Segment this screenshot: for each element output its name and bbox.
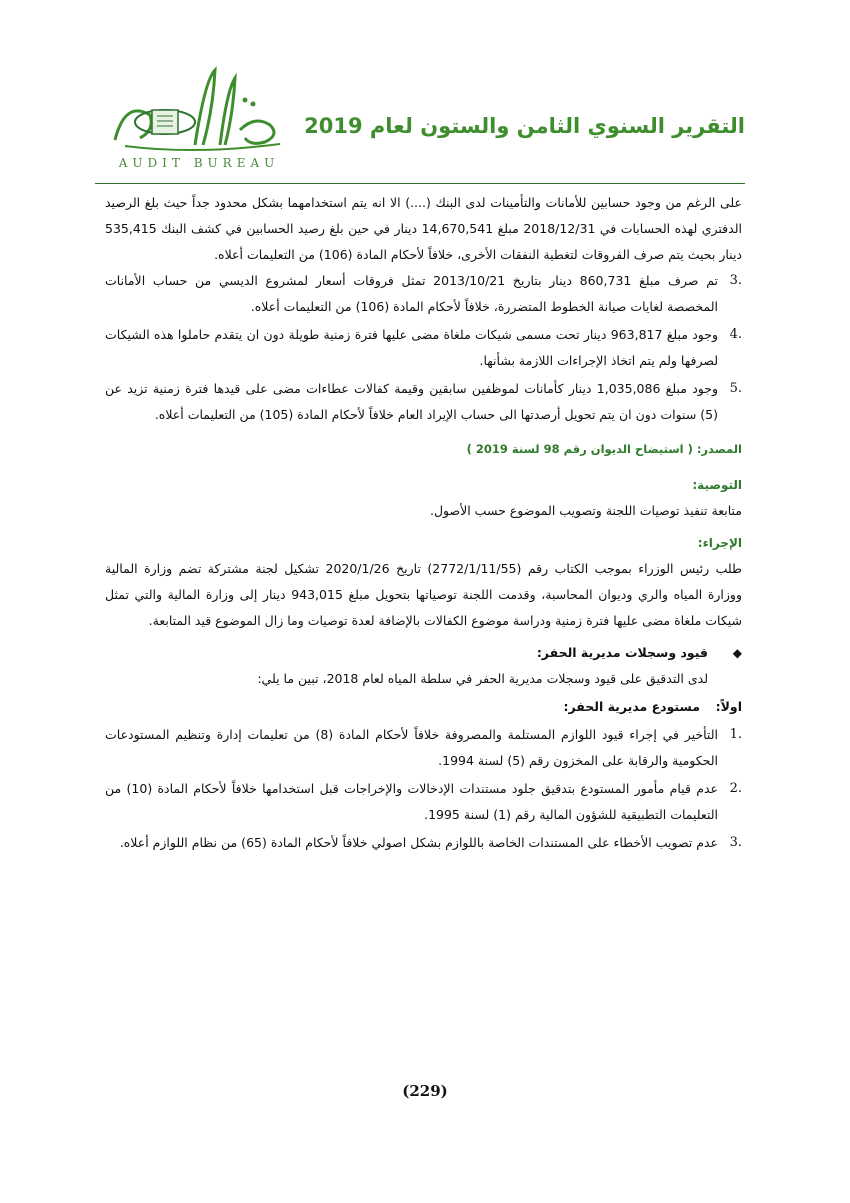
section-heading (105, 640, 742, 666)
list-item (105, 722, 742, 774)
sub-heading-text: مستودع مديرية الحفر: (563, 699, 700, 714)
item-number: .3 (729, 273, 742, 288)
page-content (105, 190, 742, 858)
item-text: عدم قيام مأمور المستودع بتدقيق جلود مستندات الإدخالات والإخراجات قبل استخدامها خلافاً لأحكام المادة (10) من التعليمات التطبيقية للشؤون المالية رقم (1) لسنة 1995. (105, 781, 718, 822)
list-item (105, 268, 742, 320)
page-number: (229) (402, 1082, 448, 1100)
source-note: المصدر: ( استيضاح الديوان رقم 98 لسنة 2019 ) (466, 442, 742, 456)
action-text: طلب رئيس الوزراء بموجب الكتاب رقم (2772/1/11/55) تاريخ 2020/1/26 تشكيل لجنة مشتركة تضم وزارة المالية ووزارة المياه والري وديوان المحاسبة، وقدمت اللجنة توصياتها بتحويل مبلغ 943,015 دينار إلى وزارة المالية والتي تمثل شيكات ملغاة مضى عليها فترة زمنية ودراسة موضوع الكفالات بالإضافة لعدة توصيات وما زال الموضوع قيد المتابعة. (105, 561, 743, 628)
audit-bureau-logo (95, 60, 295, 180)
findings-list (105, 268, 742, 428)
item-number: .5 (729, 381, 742, 396)
section-heading-text: قيود وسجلات مديرية الحفر: (536, 645, 708, 660)
logo-subtext: AUDIT BUREAU (118, 156, 280, 170)
list-item (105, 830, 742, 856)
sub-heading-ordinal: اولاً: (715, 699, 742, 714)
intro-paragraph: على الرغم من وجود حسابين للأمانات والتأمينات لدى البنك (....) الا انه يتم استخدامهما بشكل محدود جداً حيث بلغ الرصيد الدفتري لهذه الحسابات في 2018/12/31 مبلغ 14,670,541 دينار في حين بلغ رصيد الحسابين في كشف البنك 535,415 دينار بحيث يتم صرف الفروقات لتغطية النفقات الأخرى، خلافاً لأحكام المادة (106) من التعليمات أعلاه. (105, 195, 742, 262)
item-number: .4 (729, 327, 742, 342)
section-intro: لدى التدقيق على قيود وسجلات مديرية الحفر في سلطة المياه لعام 2018، تبين ما يلي: (257, 671, 708, 686)
report-title: التقرير السنوي الثامن والستون لعام 2019 (304, 114, 745, 138)
sub-heading (105, 694, 742, 720)
item-number: .1 (729, 727, 742, 742)
recommendation-text: متابعة تنفيذ توصيات اللجنة وتصويب الموضوع حسب الأصول. (429, 503, 742, 518)
item-number: .3 (729, 835, 742, 850)
item-text: وجود مبلغ 963,817 دينار تحت مسمى شيكات ملغاة مضى عليها فترة زمنية طويلة دون ان يتقدم حاملوا هذه الشيكات لصرفها ولم يتم اتخاذ الإجراءات اللازمة بشأنها. (105, 327, 718, 368)
item-text: عدم تصويب الأخطاء على المستندات الخاصة باللوازم بشكل اصولي خلافاً لأحكام المادة (65) من نظام اللوازم أعلاه. (119, 835, 718, 850)
item-text: التأخير في إجراء قيود اللوازم المستلمة والمصروفة خلافاً لأحكام المادة (8) من تعليمات إدارة وتنظيم المستودعات الحكومية والرقابة على المخزون رقم (5) لسنة 1994. (105, 727, 718, 768)
warehouse-findings-list (105, 722, 742, 856)
recommendation-heading: التوصية: (692, 478, 742, 492)
list-item (105, 776, 742, 828)
list-item (105, 322, 742, 374)
diamond-bullet-icon: ◆ (732, 646, 742, 660)
header-divider (95, 183, 745, 184)
audit-bureau-emblem-icon (95, 60, 295, 160)
page-header (95, 60, 745, 185)
item-number: .2 (729, 781, 742, 796)
item-text: تم صرف مبلغ 860,731 دينار بتاريخ 2013/10/21 تمثل فروقات أسعار لمشروع الديسي من حساب الأمانات المخصصة لغايات صيانة الخطوط المتضررة، خلافاً لأحكام المادة (106) من التعليمات أعلاه. (105, 273, 719, 314)
list-item (105, 376, 742, 428)
action-heading: الإجراء: (697, 536, 742, 550)
item-text: وجود مبلغ 1,035,086 دينار كأمانات لموظفين سابقين وقيمة كفالات عطاءات مضى على قيدها فترة زمنية تزيد عن (5) سنوات دون ان يتم تحويل أرصدتها الى حساب الإيراد العام خلافاً لأحكام المادة (105) من التعليمات أعلاه. (105, 381, 718, 422)
